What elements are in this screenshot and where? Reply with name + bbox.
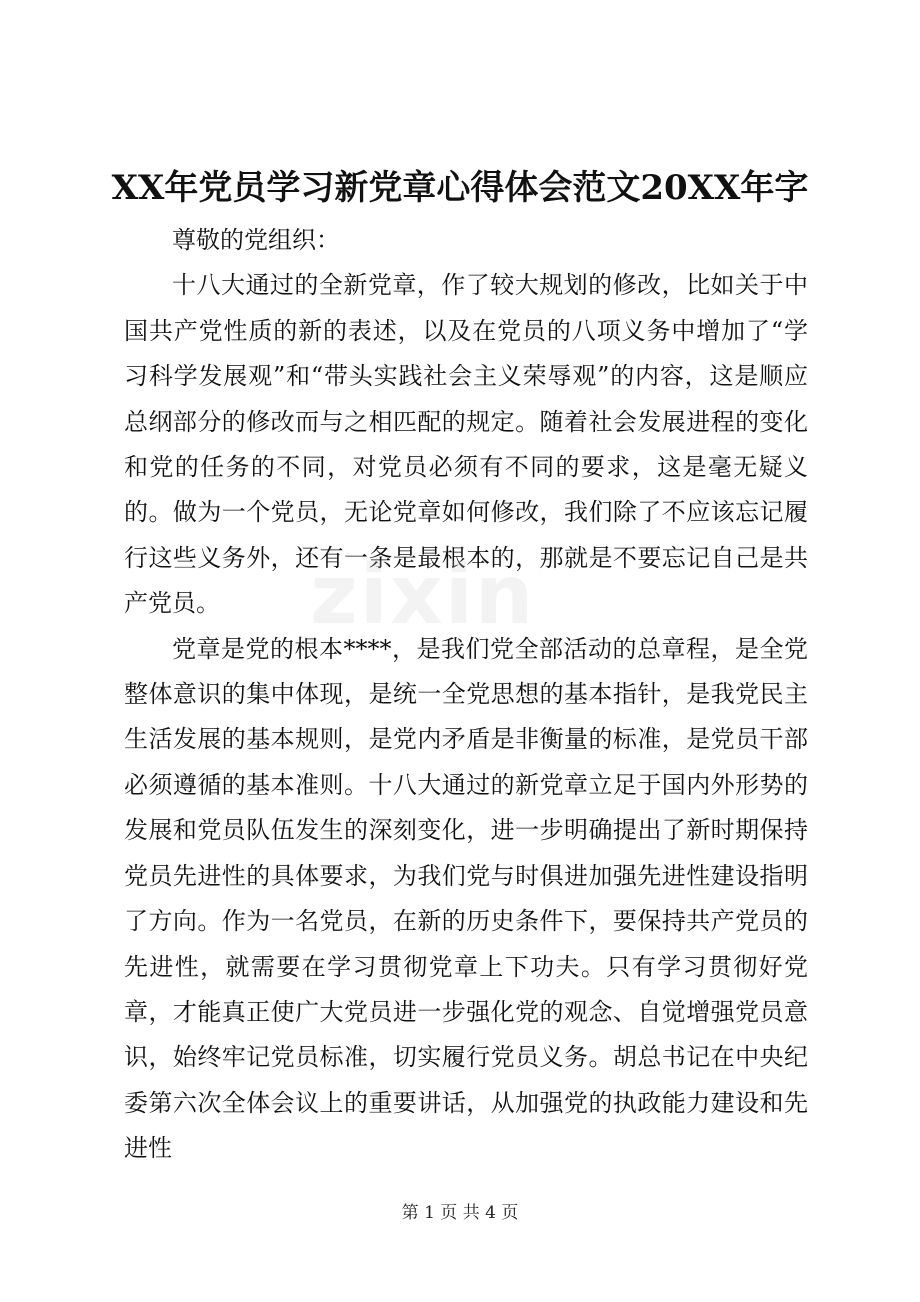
document-body: [124, 218, 808, 1172]
watermark-logo: zixin: [310, 548, 536, 643]
paragraph-2: 党章是党的根本****，是我们党全部活动的总章程，是全党整体意识的集中体现，是统一全党思想的基本指针，是我党民主生活发展的基本规则，是党内矛盾是非衡量的标准，是党员干部必须遵循的基本准则。十八大通过的新党章立足于国内外形势的发展和党员队伍发生的深刻变化，进一步明确提出了新时期保持党员先进性的具体要求，为我们党与时俱进加强先进性建设指明了方向。作为一名党员，在新的历史条件下，要保持共产党员的先进性，就需要在学习贯彻党章上下功夫。只有学习贯彻好党章，才能真正使广大党员进一步强化党的观念、自觉增强党员意识，始终牢记党员标准，切实履行党员义务。胡总书记在中央纪委第六次全体会议上的重要讲话，从加强党的执政能力建设和先进性: [124, 634, 808, 1163]
page-footer: 第 1 页 共 4 页: [401, 1203, 519, 1223]
paragraph-1: 十八大通过的全新党章，作了较大规划的修改，比如关于中国共产党性质的新的表述，以及在党员的八项义务中增加了“学习科学发展观”和“带头实践社会主义荣辱观”的内容，这是顺应总纲部分的修改而与之相匹配的规定。随着社会发展进程的变化和党的任务的不同，对党员必须有不同的要求，这是毫无疑义的。做为一个党员，无论党章如何修改，我们除了不应该忘记履行这些义务外，还有一条是最根本的，那就是不要忘记自己是共产党员。: [124, 271, 808, 618]
document-title: XX年党员学习新党章心得体会范文20XX年字: [111, 168, 809, 208]
salutation: 尊敬的党组织：: [172, 226, 340, 254]
